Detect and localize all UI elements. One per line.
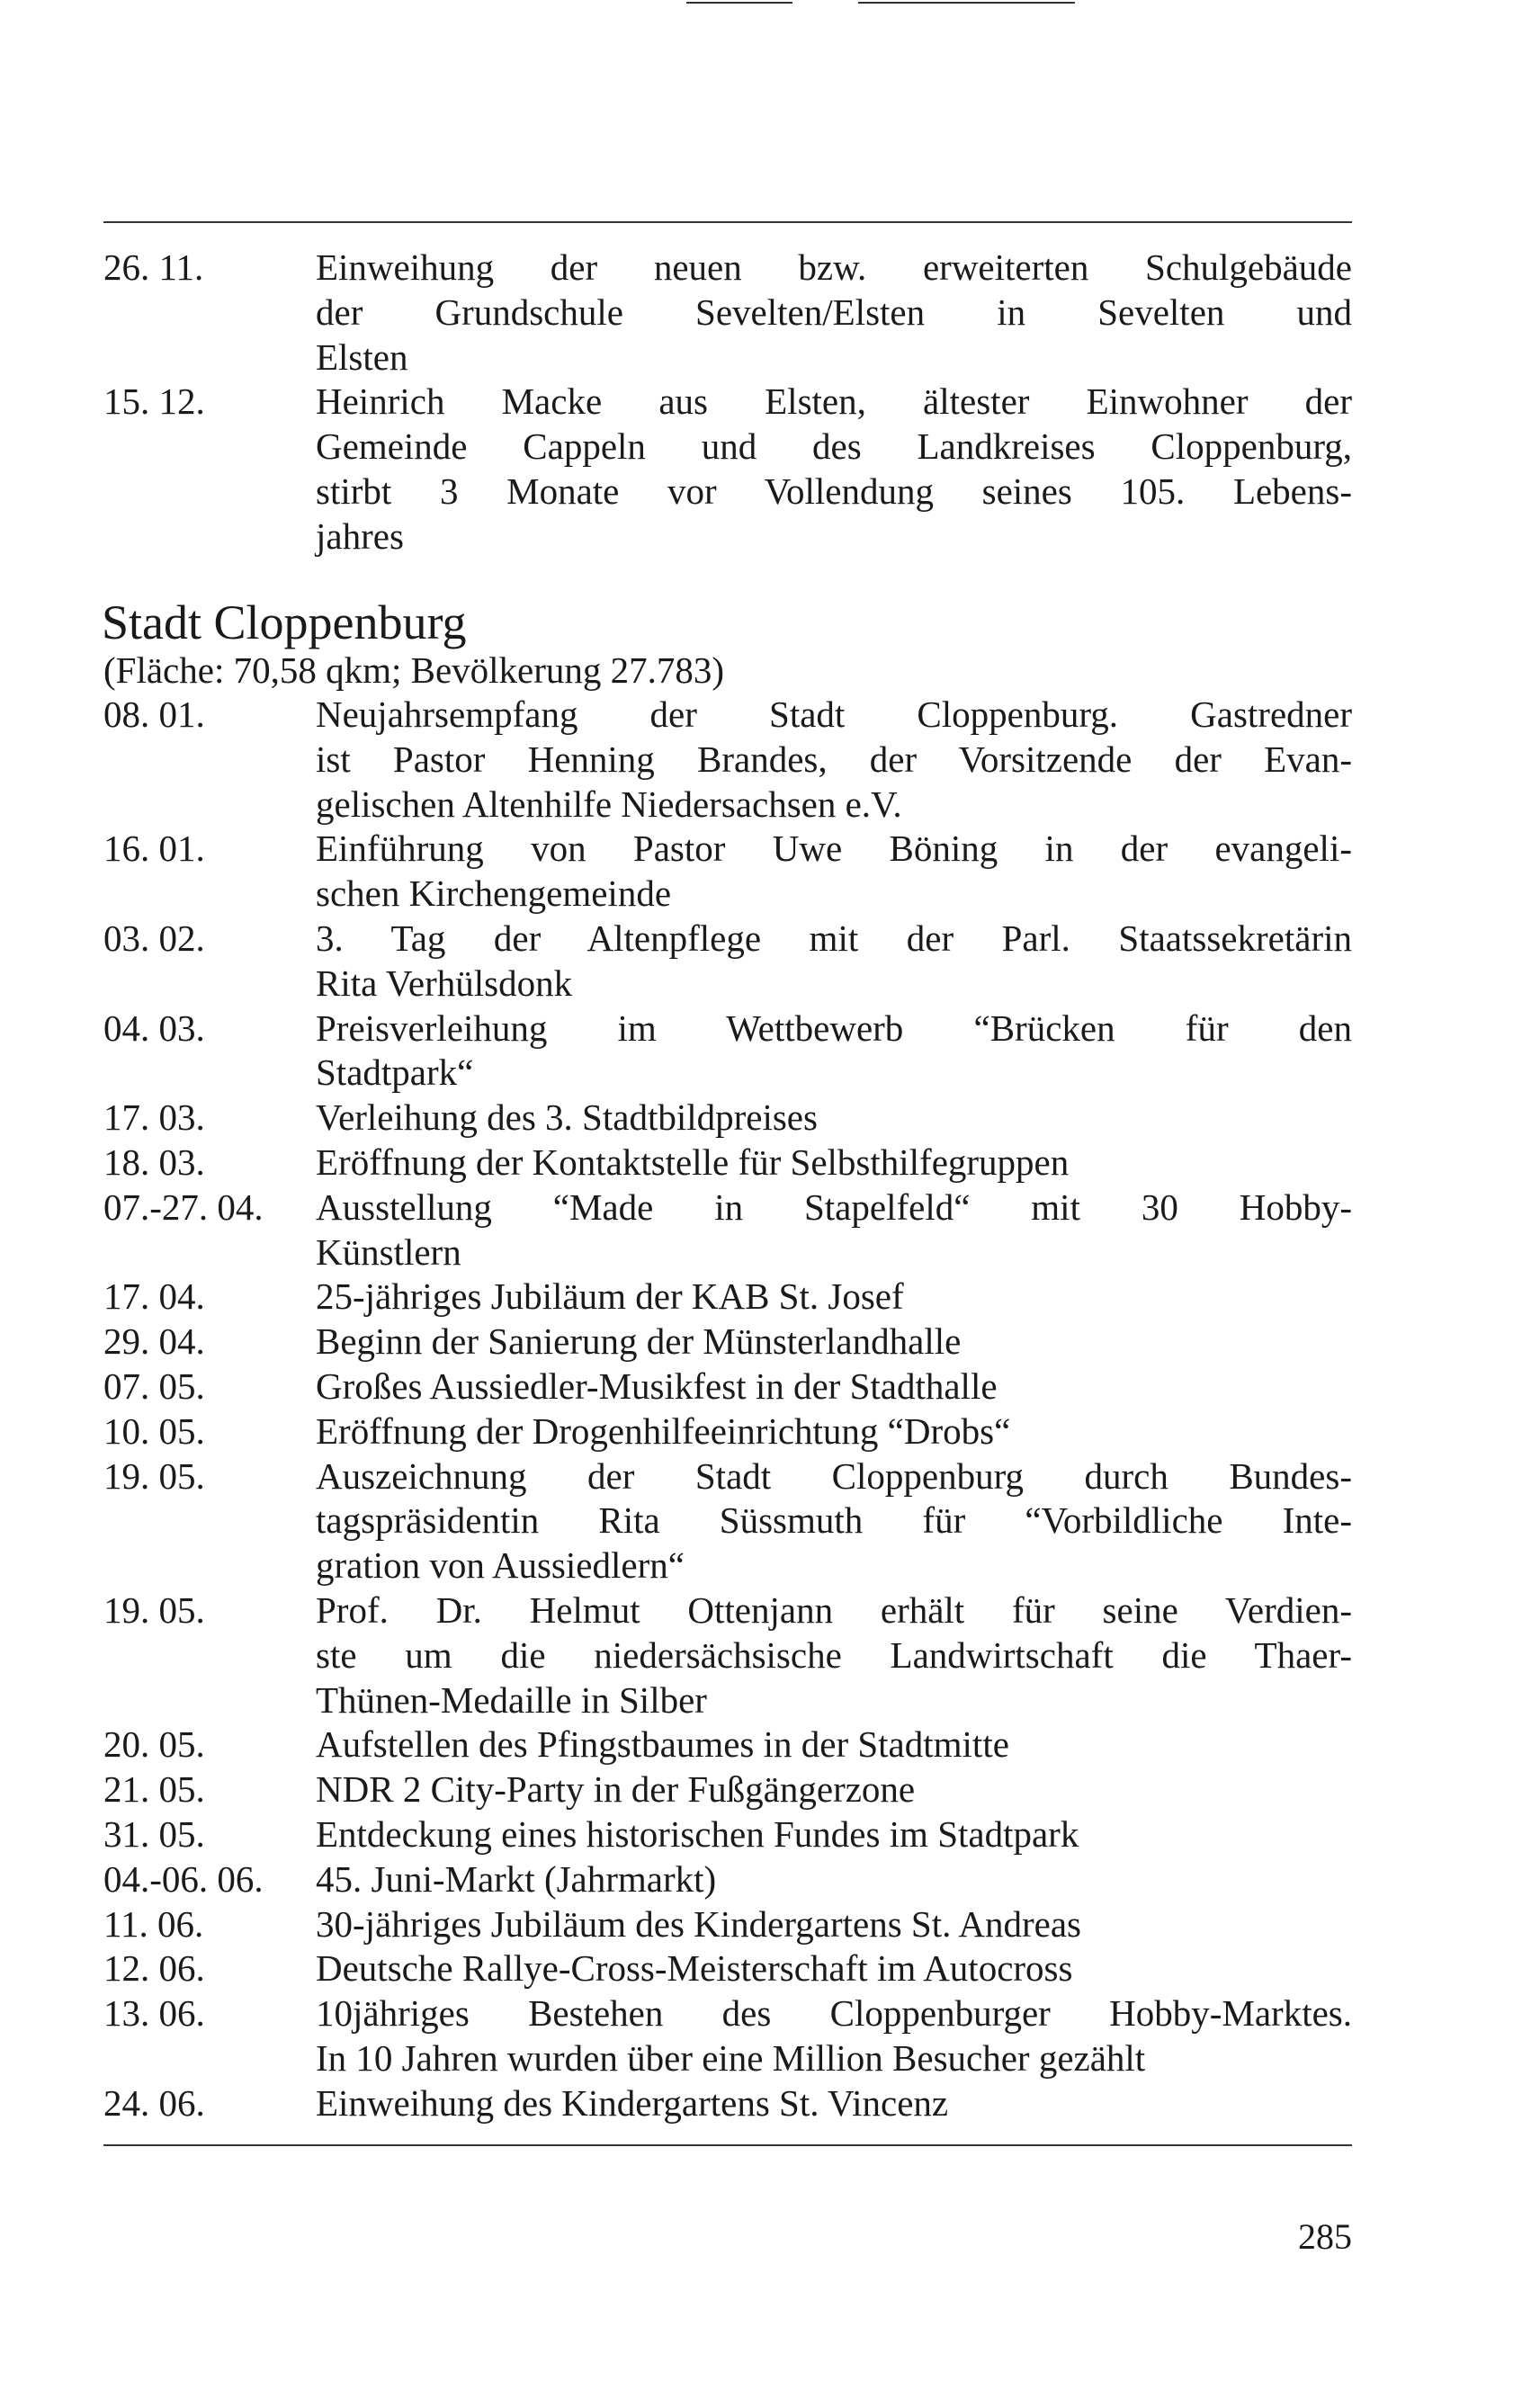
entry-text (316, 1096, 1352, 1141)
chronicle-entry (103, 1991, 1352, 2081)
entry-text-line: jahres (316, 514, 404, 557)
entry-text-line: Rita Verhülsdonk (316, 962, 573, 1004)
entry-date: 17. 04. (103, 1275, 205, 1318)
entry-text-line: Eröffnung der Drogenhilfeeinrichtung “Drobs“ (316, 1409, 1011, 1452)
entry-text-line: 25-jähriges Jubiläum der KAB St. Josef (316, 1275, 904, 1318)
chronicle-entry (103, 1812, 1352, 1857)
chronicle-entry (103, 1409, 1352, 1454)
entry-date: 04. 03. (103, 1007, 205, 1049)
entry-date: 12. 06. (103, 1947, 205, 1990)
entry-text-line: ist Pastor Henning Brandes, der Vorsitzende der Evan- (316, 738, 1352, 780)
entry-text (316, 1857, 1352, 1902)
entry-text (316, 1454, 1352, 1588)
entry-text (316, 1007, 1352, 1096)
entry-text (316, 246, 1352, 380)
entry-text (316, 1722, 1352, 1767)
entry-text (316, 380, 1352, 559)
chronicle-entry (103, 1365, 1352, 1409)
entry-date: 29. 04. (103, 1320, 205, 1363)
chronicle-entry (103, 1275, 1352, 1320)
entry-date: 17. 03. (103, 1096, 205, 1139)
entry-text-line: 45. Juni-Markt (Jahrmarkt) (316, 1857, 717, 1900)
entry-text (316, 693, 1352, 827)
chronicle-entry (103, 1588, 1352, 1722)
entry-text-line: Entdeckung eines historischen Fundes im Stadtpark (316, 1812, 1079, 1855)
entry-text (316, 1365, 1352, 1409)
entry-text (316, 1902, 1352, 1947)
entry-text-line: Thünen-Medaille in Silber (316, 1678, 707, 1721)
entry-text-line: schen Kirchengemeinde (316, 872, 672, 915)
chronicle-entry (103, 2081, 1352, 2126)
chronicle-entry (103, 1096, 1352, 1141)
chronicle-entry (103, 1722, 1352, 1767)
entry-text-line: gration von Aussiedlern“ (316, 1544, 685, 1587)
entry-date: 18. 03. (103, 1141, 205, 1183)
entry-text-line: Prof. Dr. Helmut Ottenjann erhält für seine Verdien- (316, 1588, 1352, 1631)
chronicle-entry (103, 246, 1352, 380)
entry-text (316, 1320, 1352, 1365)
entry-date: 11. 06. (103, 1902, 204, 1945)
chronicle-entry (103, 1454, 1352, 1588)
entry-text-line: In 10 Jahren wurden über eine Million Besucher gezählt (316, 2036, 1146, 2079)
chronicle-entry (103, 1186, 1352, 1275)
entry-text-line: 30-jähriges Jubiläum des Kindergartens St. Andreas (316, 1902, 1081, 1945)
entry-date: 03. 02. (103, 917, 205, 959)
entry-text (316, 1812, 1352, 1857)
entry-text-line: Eröffnung der Kontaktstelle für Selbsthilfegruppen (316, 1141, 1070, 1183)
entry-text-line: Einweihung der neuen bzw. erweiterten Schulgebäude (316, 246, 1352, 288)
entry-date: 07. 05. (103, 1365, 205, 1407)
entry-date: 19. 05. (103, 1588, 205, 1631)
entry-date: 08. 01. (103, 693, 205, 735)
entry-date: 21. 05. (103, 1768, 205, 1811)
entry-text-line: Einführung von Pastor Uwe Böning in der evangeli- (316, 828, 1352, 870)
entry-text (316, 1275, 1352, 1320)
entry-text-line: der Grundschule Sevelten/Elsten in Sevelten und (316, 291, 1352, 333)
chronicle-entry (103, 1902, 1352, 1947)
entry-text-line: Einweihung des Kindergartens St. Vincenz (316, 2081, 949, 2124)
chronicle-entry (103, 1946, 1352, 1991)
chronicle-entry (103, 380, 1352, 559)
entry-date: 04.-06. 06. (103, 1857, 264, 1900)
chronicle-entry (103, 1857, 1352, 1902)
entry-date: 26. 11. (103, 246, 204, 288)
entry-text-line: Beginn der Sanierung der Münsterlandhalle (316, 1320, 962, 1363)
entry-text (316, 1991, 1352, 2081)
entry-text (316, 1409, 1352, 1454)
header-rule-left (686, 2, 792, 4)
entry-text-line: Ausstellung “Made in Stapelfeld“ mit 30 Hobby- (316, 1186, 1352, 1228)
entry-text-line: Heinrich Macke aus Elsten, ältester Einwohner der (316, 380, 1352, 423)
entry-date: 24. 06. (103, 2081, 205, 2124)
page-number: 285 (1298, 2216, 1352, 2257)
entry-text-line: Preisverleihung im Wettbewerb “Brücken für den (316, 1007, 1352, 1049)
entry-date: 19. 05. (103, 1454, 205, 1497)
entry-text (316, 827, 1352, 917)
entry-text (316, 917, 1352, 1007)
chronicle-entry (103, 1007, 1352, 1096)
entry-text-line: tagspräsidentin Rita Süssmuth für “Vorbildliche Inte- (316, 1499, 1352, 1542)
entry-date: 13. 06. (103, 1992, 205, 2035)
entry-text-line: Aufstellen des Pfingstbaumes in der Stadtmitte (316, 1723, 1009, 1766)
entry-text-line: Auszeichnung der Stadt Cloppenburg durch Bundes- (316, 1454, 1352, 1497)
entry-date: 31. 05. (103, 1812, 205, 1855)
entry-text (316, 1767, 1352, 1812)
entry-text (316, 1186, 1352, 1275)
chronicle-entry (103, 1141, 1352, 1186)
entry-text-line: Verleihung des 3. Stadtbildpreises (316, 1096, 818, 1139)
chronicle-entry (103, 693, 1352, 827)
chronicle-entries (103, 693, 1352, 2126)
entry-text (316, 2081, 1352, 2126)
entry-text-line: Künstlern (316, 1230, 461, 1273)
entry-text-line: 3. Tag der Altenpflege mit der Parl. Staatssekretärin (316, 917, 1352, 959)
chronicle-entry (103, 1767, 1352, 1812)
entry-text-line: Deutsche Rallye-Cross-Meisterschaft im Autocross (316, 1947, 1073, 1990)
entry-text (316, 1588, 1352, 1722)
chronicle-entry (103, 827, 1352, 917)
entry-text-line: Neujahrsempfang der Stadt Cloppenburg. Gastredner (316, 693, 1352, 735)
entry-text-line: stirbt 3 Monate vor Vollendung seines 105. Lebens- (316, 470, 1352, 512)
entry-text-line: 10jähriges Bestehen des Cloppenburger Hobby-Marktes. (316, 1992, 1352, 2035)
entry-date: 15. 12. (103, 380, 205, 423)
entry-text-line: Elsten (316, 336, 408, 378)
chronicle-entry (103, 1320, 1352, 1365)
entry-date: 16. 01. (103, 828, 205, 870)
bottom-rule (103, 2144, 1352, 2146)
top-rule (103, 221, 1352, 223)
previous-entries (103, 246, 1352, 559)
entry-text-line: ste um die niedersächsische Landwirtschaft die Thaer- (316, 1633, 1352, 1676)
entry-text (316, 1141, 1352, 1186)
entry-text-line: Stadtpark“ (316, 1051, 474, 1094)
chronicle-entry (103, 917, 1352, 1007)
section-title: Stadt Cloppenburg (102, 595, 467, 649)
entry-text-line: gelischen Altenhilfe Niedersachsen e.V. (316, 783, 902, 825)
entry-text (316, 1946, 1352, 1991)
entry-text-line: Gemeinde Cappeln und des Landkreises Cloppenburg, (316, 425, 1352, 468)
entry-date: 07.-27. 04. (103, 1186, 264, 1228)
entry-date: 10. 05. (103, 1409, 205, 1452)
entry-text-line: Großes Aussiedler-Musikfest in der Stadthalle (316, 1365, 998, 1407)
entry-text-line: NDR 2 City-Party in der Fußgängerzone (316, 1768, 916, 1811)
entry-date: 20. 05. (103, 1723, 205, 1766)
section-subtitle: (Fläche: 70,58 qkm; Bevölkerung 27.783) (103, 649, 725, 691)
header-rule-right (858, 2, 1075, 4)
